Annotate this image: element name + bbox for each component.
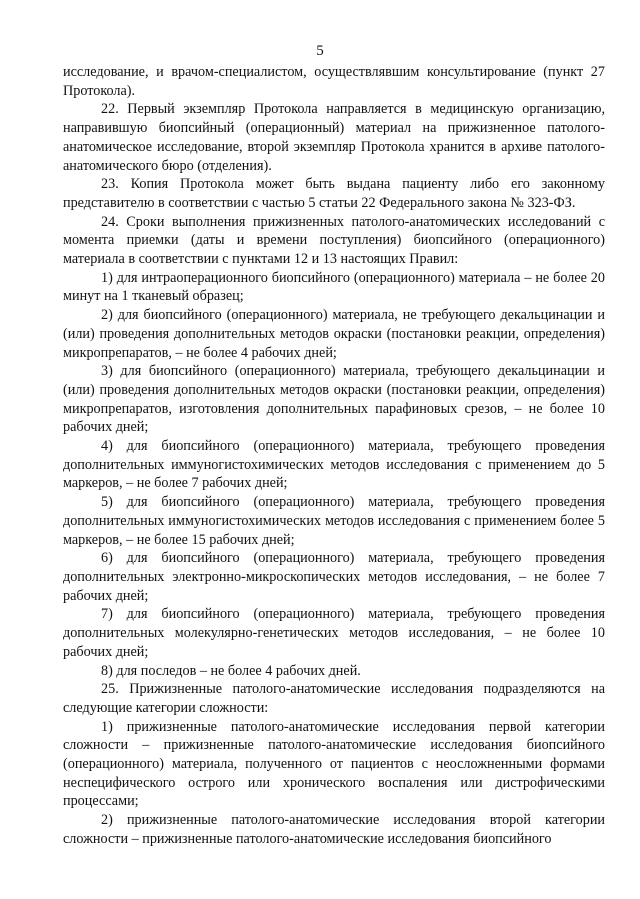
list-item-24-6: 6) для биопсийного (операционного) материала, требующего проведения дополнительных электронно-микроскопических методов исследования, – не более 7 рабочих дней; [63,550,605,604]
document-body [63,63,605,849]
list-item-24-5: 5) для биопсийного (операционного) материала, требующего проведения дополнительных иммуногистохимических методов исследования с применением более 5 маркеров, – не более 15 рабочих дней; [63,494,605,548]
list-item-25-1: 1) прижизненные патолого-анатомические исследования первой категории сложности – прижизненные патолого-анатомические исследования биопсийного (операционного) материала, полученного от пациентов с неосложненными формами неспецифического острого или хронического воспаления или дистрофическими процессами; [63,718,605,810]
page-number: 5 [316,43,324,59]
list-item-24-7: 7) для биопсийного (операционного) материала, требующего проведения дополнительных молекулярно-генетических методов исследования, – не более 10 рабочих дней; [63,606,605,660]
paragraph-section-23: 23. Копия Протокола может быть выдана пациенту либо его законному представителю в соответствии с частью 5 статьи 22 Федерального закона № 323-ФЗ. [63,176,605,211]
list-item-24-2: 2) для биопсийного (операционного) материала, не требующего декальцинации и (или) проведения дополнительных методов окраски (постановки реакции, определения) микропрепаратов, – не более 4 рабочих дней; [63,307,605,361]
list-item-24-3: 3) для биопсийного (операционного) материала, требующего декальцинации и (или) проведения дополнительных методов окраски (постановки реакции, определения) микропрепаратов, изготовления дополнительных парафиновых срезов, – не более 10 рабочих дней; [63,363,605,436]
list-item-24-8: 8) для последов – не более 4 рабочих дней. [101,662,361,679]
list-item-25-2: 2) прижизненные патолого-анатомические исследования второй категории сложности – прижизненные патолого-анатомические исследования биопсийного [63,812,605,847]
list-item-24-1: 1) для интраоперационного биопсийного (операционного) материала – не более 20 минут на 1 тканевый образец; [63,269,605,305]
paragraph-continuation: исследование, и врачом-специалистом, осуществлявшим консультирование (пункт 27 Протокола). [63,64,605,99]
paragraph-section-24: 24. Сроки выполнения прижизненных патолого-анатомических исследований с момента приемки (даты и времени поступления) биопсийного (операционного) материала в соответствии с пунктами 12 и 13 настоящих Правил: [63,213,605,268]
paragraph-section-22: 22. Первый экземпляр Протокола направляется в медицинскую организацию, направившую биопсийный (операционный) материал на прижизненное патолого-анатомическое исследование, второй экземпляр Протокола хранится в архиве патолого-анатомического бюро (отделения). [63,101,605,174]
paragraph-section-25: 25. Прижизненные патолого-анатомические исследования подразделяются на следующие категории сложности: [63,681,605,716]
list-item-24-4: 4) для биопсийного (операционного) материала, требующего проведения дополнительных иммуногистохимических методов исследования с применением до 5 маркеров, – не более 7 рабочих дней; [63,438,605,492]
